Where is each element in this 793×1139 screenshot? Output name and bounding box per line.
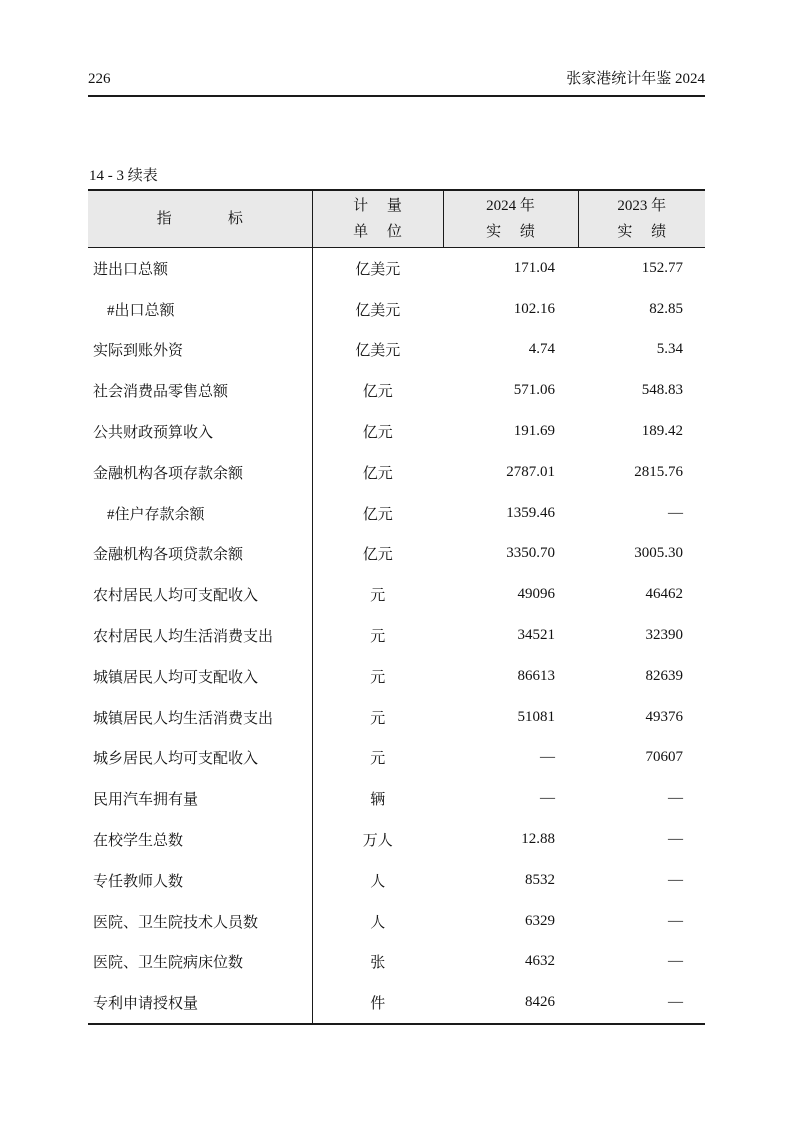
table-row xyxy=(88,901,705,942)
indicator-cell: 社会消费品零售总额 xyxy=(88,370,312,411)
unit-cell: 辆 xyxy=(370,792,386,809)
value-2023-cell: — xyxy=(668,504,683,521)
unit-cell: 亿美元 xyxy=(355,343,401,360)
value-2024-cell: 8426 xyxy=(525,994,555,1011)
indicator-cell: 农村居民人均可支配收入 xyxy=(88,574,312,615)
header-2024-line1: 2024 年 xyxy=(486,198,535,214)
table-row xyxy=(88,411,705,452)
value-2024-cell: 3350.70 xyxy=(506,545,555,562)
value-2024-cell: 4.74 xyxy=(528,341,555,358)
header-2023-line2: 实 绩 xyxy=(617,224,667,240)
table-row xyxy=(88,738,705,779)
value-2023-cell: — xyxy=(668,912,683,929)
unit-cell: 万人 xyxy=(362,833,393,850)
value-2023-cell: — xyxy=(668,871,683,888)
value-2024-cell: 1359.46 xyxy=(506,504,555,521)
table-row xyxy=(88,248,705,289)
indicator-cell: 专任教师人数 xyxy=(88,860,312,901)
value-2023-cell: 548.83 xyxy=(641,382,683,399)
unit-cell: 元 xyxy=(370,669,386,686)
table-row xyxy=(88,697,705,738)
table-row xyxy=(88,534,705,575)
unit-cell: 亿美元 xyxy=(355,302,401,319)
unit-cell: 件 xyxy=(370,996,386,1013)
header-2024-line2: 实 绩 xyxy=(486,224,535,240)
value-2023-cell: 82.85 xyxy=(649,300,683,317)
indicator-cell: #出口总额 xyxy=(88,289,312,330)
value-2023-cell: 189.42 xyxy=(641,423,683,440)
table-row xyxy=(88,860,705,901)
table-row xyxy=(88,330,705,371)
value-2024-cell: 86613 xyxy=(517,667,555,684)
table-row xyxy=(88,656,705,697)
table-row xyxy=(88,819,705,860)
unit-cell: 亿元 xyxy=(362,506,393,523)
table-row xyxy=(88,493,705,534)
indicator-cell: 金融机构各项存款余额 xyxy=(88,452,312,493)
table-label: 14 - 3 续表 xyxy=(89,168,158,184)
unit-cell: 张 xyxy=(370,955,386,972)
indicator-cell: 民用汽车拥有量 xyxy=(88,778,312,819)
header-2023 xyxy=(578,190,705,248)
value-2023-cell: 46462 xyxy=(645,586,683,603)
value-2024-cell: 51081 xyxy=(517,708,555,725)
table-row xyxy=(88,982,705,1024)
value-2023-cell: 49376 xyxy=(645,708,683,725)
indicator-cell: 城镇居民人均生活消费支出 xyxy=(88,697,312,738)
page-number: 226 xyxy=(88,71,111,87)
value-2024-cell: 34521 xyxy=(517,627,555,644)
table-row xyxy=(88,942,705,983)
header-unit xyxy=(312,190,443,248)
table-row xyxy=(88,615,705,656)
value-2024-cell: 8532 xyxy=(525,871,555,888)
indicator-cell: 实际到账外资 xyxy=(88,330,312,371)
header-indicator-label: 指 标 xyxy=(156,211,243,227)
page-header xyxy=(88,70,705,97)
value-2023-cell: 3005.30 xyxy=(634,545,683,562)
unit-cell: 人 xyxy=(370,873,386,890)
unit-cell: 亿元 xyxy=(362,425,393,442)
header-indicator xyxy=(88,190,312,248)
value-2024-cell: 171.04 xyxy=(513,259,555,276)
unit-cell: 元 xyxy=(370,710,386,727)
value-2024-cell: 571.06 xyxy=(513,382,555,399)
indicator-cell: 城乡居民人均可支配收入 xyxy=(88,738,312,779)
indicator-cell: 医院、卫生院技术人员数 xyxy=(88,901,312,942)
value-2023-cell: 2815.76 xyxy=(634,463,683,480)
value-2023-cell: 70607 xyxy=(645,749,683,766)
value-2024-cell: 2787.01 xyxy=(506,463,555,480)
indicator-cell: 农村居民人均生活消费支出 xyxy=(88,615,312,656)
unit-cell: 人 xyxy=(370,914,386,931)
indicator-cell: 专利申请授权量 xyxy=(88,982,312,1024)
value-2023-cell: — xyxy=(668,831,683,848)
value-2023-cell: 82639 xyxy=(645,667,683,684)
indicator-cell: 进出口总额 xyxy=(88,248,312,289)
unit-cell: 元 xyxy=(370,588,386,605)
value-2023-cell: 32390 xyxy=(645,627,683,644)
value-2023-cell: 5.34 xyxy=(656,341,683,358)
table-row xyxy=(88,370,705,411)
table-row xyxy=(88,574,705,615)
value-2024-cell: — xyxy=(540,790,555,807)
value-2024-cell: 102.16 xyxy=(513,300,555,317)
table-row xyxy=(88,778,705,819)
table-body xyxy=(88,248,705,1025)
value-2023-cell: — xyxy=(668,790,683,807)
indicator-cell: 公共财政预算收入 xyxy=(88,411,312,452)
unit-cell: 亿元 xyxy=(362,465,393,482)
value-2023-cell: — xyxy=(668,994,683,1011)
header-row xyxy=(88,190,705,248)
value-2024-cell: 49096 xyxy=(517,586,555,603)
value-2024-cell: 4632 xyxy=(525,953,555,970)
header-unit-line2: 单 位 xyxy=(353,224,402,240)
indicator-cell: 金融机构各项贷款余额 xyxy=(88,534,312,575)
indicator-cell: 医院、卫生院病床位数 xyxy=(88,942,312,983)
yearbook-title: 张家港统计年鉴 2024 xyxy=(566,71,705,87)
unit-cell: 亿元 xyxy=(362,384,393,401)
unit-cell: 元 xyxy=(370,629,386,646)
value-2023-cell: 152.77 xyxy=(641,259,683,276)
value-2023-cell: — xyxy=(668,953,683,970)
indicator-cell: 城镇居民人均可支配收入 xyxy=(88,656,312,697)
table-row xyxy=(88,452,705,493)
value-2024-cell: — xyxy=(540,749,555,766)
value-2024-cell: 191.69 xyxy=(513,423,555,440)
unit-cell: 亿元 xyxy=(362,547,393,564)
indicator-cell: #住户存款余额 xyxy=(88,493,312,534)
unit-cell: 元 xyxy=(370,751,386,768)
header-2023-line1: 2023 年 xyxy=(617,198,667,214)
table-row xyxy=(88,289,705,330)
statistics-table xyxy=(88,189,705,1025)
indicator-cell: 在校学生总数 xyxy=(88,819,312,860)
header-unit-line1: 计 量 xyxy=(353,198,402,214)
value-2024-cell: 12.88 xyxy=(521,831,555,848)
value-2024-cell: 6329 xyxy=(525,912,555,929)
header-2024 xyxy=(443,190,578,248)
unit-cell: 亿美元 xyxy=(355,261,401,278)
